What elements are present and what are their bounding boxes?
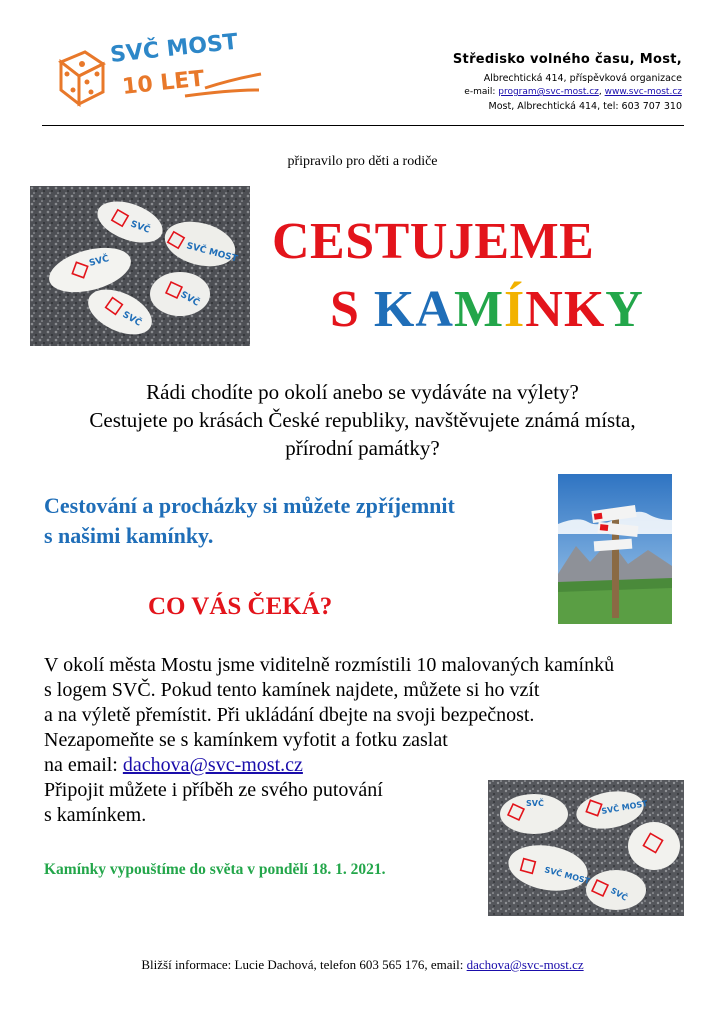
org-name: Středisko volného času, Most, (452, 52, 682, 67)
svc-logo (45, 30, 265, 120)
intro-line: Rádi chodíte po okolí anebo se vydáváte na výlety? (146, 380, 579, 404)
footer-info (0, 957, 725, 973)
title-letter: S (330, 281, 360, 338)
svg-text:SVČ MOST: SVČ MOST (185, 241, 239, 265)
title-letter: N (525, 281, 564, 338)
prepared-for-text: připravilo pro děti a rodiče (287, 154, 438, 169)
body-line: s logem SVČ. Pokud tento kamínek najdete, můžete si ho vzít (44, 679, 540, 701)
svg-text:SVČ: SVČ (88, 254, 111, 269)
subheading-line: s našimi kamínky. (44, 523, 214, 548)
body-line: V okolí města Mostu jsme viditelně rozmístili 10 malovaných kamínků (44, 654, 615, 676)
title-letter: Y (605, 281, 644, 338)
org-website-link[interactable]: www.svc-most.cz (604, 87, 682, 97)
body-email-line (44, 753, 614, 778)
svg-text:SVČ: SVČ (609, 885, 629, 903)
body-line: a na výletě přemístit. Při ukládání dbejte na svoji bezpečnost. (44, 704, 535, 726)
logo-text-top: SVČ MOST (109, 30, 240, 68)
footer-text: Bližší informace: Lucie Dachová, telefon 603 565 176, email: (141, 957, 467, 972)
title-line-2 (330, 280, 644, 339)
title-letter: M (453, 281, 505, 338)
header-divider (42, 125, 684, 126)
email-prefix: e-mail: (464, 87, 499, 97)
body-line: Připojit můžete i příběh ze svého putování (44, 779, 383, 801)
title-line-1: CESTUJEME (272, 213, 595, 270)
subheading-line: Cestování a procházky si můžete zpříjemnit (44, 493, 455, 518)
painted-stones-photo (30, 186, 250, 346)
org-contact: Most, Albrechtická 414, tel: 603 707 310 (488, 101, 682, 112)
title-letter: K (373, 281, 416, 338)
org-address: Albrechtická 414, příspěvková organizace (483, 73, 682, 84)
title-letter (360, 281, 374, 338)
svg-text:SVČ MOST: SVČ MOST (600, 799, 649, 816)
body-email-prefix: na email: (44, 754, 123, 776)
svg-text:SVČ: SVČ (120, 309, 143, 329)
title-letter: A (415, 281, 454, 338)
svg-text:SVČ: SVČ (178, 289, 201, 309)
section-title: CO VÁS ČEKÁ? (148, 593, 333, 620)
svg-text:SVČ MOST: SVČ MOST (543, 865, 591, 886)
org-email-link[interactable]: program@svc-most.cz (498, 87, 599, 97)
body-line: s kamínkem. (44, 804, 147, 826)
dice-logo-icon (45, 30, 265, 120)
subheading (44, 491, 455, 551)
footer-email-link[interactable]: dachova@svc-most.cz (466, 957, 584, 972)
title-letter: Í (504, 281, 526, 338)
body-email-link[interactable]: dachova@svc-most.cz (122, 754, 303, 776)
intro-line: přírodní památky? (285, 436, 440, 460)
separator: , (598, 87, 605, 97)
org-email-line (464, 87, 682, 97)
mountain-signpost-photo (558, 474, 672, 624)
logo-text-bottom: 10 LET (121, 66, 206, 100)
svg-text:SVČ: SVČ (128, 219, 152, 236)
intro-paragraph (0, 378, 725, 462)
body-line: Nezapomeňte se s kamínkem vyfotit a fotku zaslat (44, 729, 448, 751)
painted-stones-photo-bottom (488, 780, 684, 916)
svg-text:SVČ: SVČ (526, 799, 544, 808)
release-date-note: Kamínky vypouštíme do světa v pondělí 18. 1. 2021. (44, 861, 386, 878)
intro-line: Cestujete po krásách České republiky, navštěvujete známá místa, (89, 408, 636, 432)
title-letter: K (563, 281, 606, 338)
